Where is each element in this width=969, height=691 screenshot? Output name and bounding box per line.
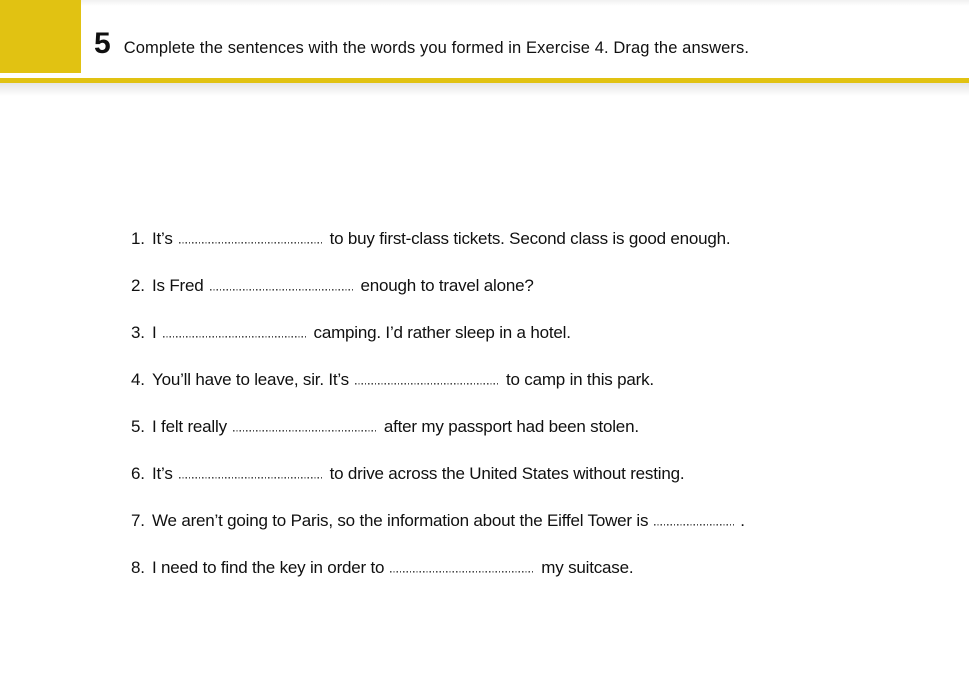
exercise-instruction: Complete the sentences with the words you formed in Exercise 4. Drag the answers. (123, 39, 749, 57)
sentence-row (131, 356, 949, 403)
exercise-number: 5 (94, 27, 111, 60)
sentence-number: 8. (131, 558, 145, 577)
answer-blank[interactable] (355, 373, 500, 385)
sentence-text-post: enough to travel alone? (360, 276, 534, 295)
divider-shadow (0, 83, 969, 96)
sentence-row (131, 215, 949, 262)
answer-blank[interactable] (163, 326, 308, 338)
sentence-text-pre: I (152, 323, 157, 342)
sentence-number: 1. (131, 229, 145, 248)
sentence-text-post: to camp in this park. (505, 370, 654, 389)
answer-blank[interactable] (654, 514, 734, 526)
sentence-row (131, 450, 949, 497)
sentence-text-pre: Is Fred (152, 276, 204, 295)
sentence-row (131, 262, 949, 309)
sentence-text-post: after my passport had been stolen. (383, 417, 639, 436)
sentence-number: 7. (131, 511, 145, 530)
sentence-row (131, 497, 949, 544)
sentence-number: 5. (131, 417, 145, 436)
sentence-list (131, 215, 949, 591)
answer-blank[interactable] (210, 279, 355, 291)
sentence-number: 4. (131, 370, 145, 389)
sentence-text-pre: It’s (152, 464, 173, 483)
answer-blank[interactable] (233, 420, 378, 432)
sentence-row (131, 309, 949, 356)
sentence-text-post: camping. I’d rather sleep in a hotel. (313, 323, 571, 342)
yellow-corner-block (0, 0, 81, 73)
exercise-header-content (94, 0, 959, 73)
answer-blank[interactable] (179, 467, 324, 479)
sentence-text-post: . (740, 511, 745, 530)
sentence-text-pre: You’ll have to leave, sir. It’s (152, 370, 349, 389)
sentence-row (131, 544, 949, 591)
answer-blank[interactable] (390, 561, 535, 573)
sentence-text-pre: I need to find the key in order to (152, 558, 385, 577)
answer-blank[interactable] (179, 232, 324, 244)
sentence-text-pre: I felt really (152, 417, 227, 436)
sentence-number: 3. (131, 323, 145, 342)
sentence-text-pre: It’s (152, 229, 173, 248)
sentence-number: 6. (131, 464, 145, 483)
sentence-text-post: to drive across the United States without resting. (329, 464, 685, 483)
sentence-number: 2. (131, 276, 145, 295)
exercise-header (0, 0, 969, 73)
sentence-text-post: to buy first-class tickets. Second class is good enough. (329, 229, 731, 248)
sentence-row (131, 403, 949, 450)
sentence-text-pre: We aren’t going to Paris, so the information about the Eiffel Tower is (152, 511, 649, 530)
sentence-text-post: my suitcase. (541, 558, 634, 577)
